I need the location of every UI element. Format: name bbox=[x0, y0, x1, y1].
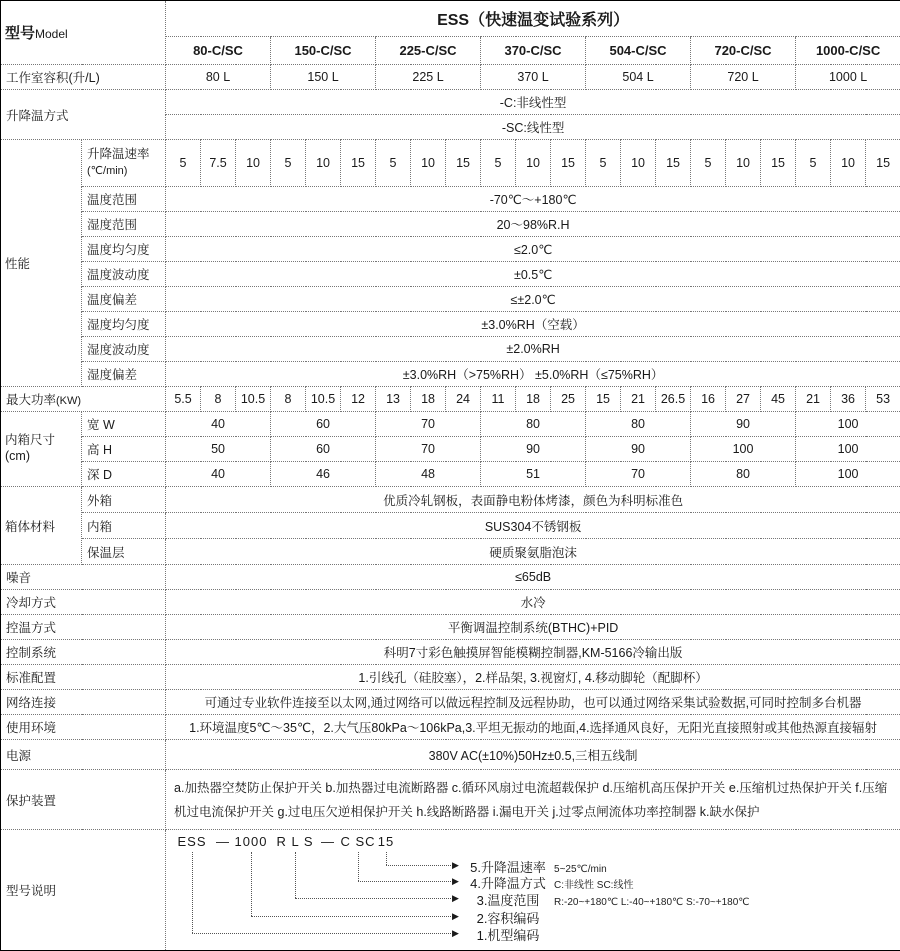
rate-value: 15 bbox=[446, 140, 481, 187]
volume-label: 工作室容积(升/L) bbox=[1, 65, 166, 90]
rate-value: 5 bbox=[271, 140, 306, 187]
rate-value: 5 bbox=[166, 140, 201, 187]
dimensions-group-label bbox=[1, 412, 82, 487]
volume-value: 720 L bbox=[691, 65, 796, 90]
model-name: 225-C/SC bbox=[376, 37, 481, 65]
connector-line bbox=[192, 852, 193, 933]
volume-value: 80 L bbox=[166, 65, 271, 90]
connector-line bbox=[358, 881, 451, 882]
rate-row bbox=[1, 140, 900, 187]
rate-value: 15 bbox=[551, 140, 586, 187]
row-label: 网络连接 bbox=[1, 690, 166, 715]
dim-label: 深 D bbox=[82, 462, 166, 487]
rate-value: 5 bbox=[376, 140, 411, 187]
perf-value: ±0.5℃ bbox=[166, 262, 900, 287]
perf-value: ±2.0%RH bbox=[166, 337, 900, 362]
simple-row bbox=[1, 640, 900, 665]
rate-value: 5 bbox=[586, 140, 621, 187]
perf-label: 温度均匀度 bbox=[82, 237, 166, 262]
perf-row bbox=[1, 262, 900, 287]
rate-value: 10 bbox=[306, 140, 341, 187]
code-dash: — bbox=[321, 834, 335, 849]
dim-value: 60 bbox=[271, 437, 376, 462]
dimensions-group-text: 内箱尺寸 bbox=[5, 433, 55, 447]
dim-value: 100 bbox=[796, 437, 900, 462]
power-value: 21 bbox=[621, 387, 656, 412]
protection-row bbox=[1, 770, 900, 830]
dim-value: 80 bbox=[586, 412, 691, 437]
volume-value: 225 L bbox=[376, 65, 481, 90]
perf-row bbox=[1, 362, 900, 387]
code-part-mode: C SC bbox=[340, 834, 375, 849]
legend-name: 2.容积编码 bbox=[462, 908, 554, 927]
simple-row bbox=[1, 690, 900, 715]
rate-value: 5 bbox=[691, 140, 726, 187]
model-name: 80-C/SC bbox=[166, 37, 271, 65]
row-label: 冷却方式 bbox=[1, 590, 166, 615]
connector-line bbox=[295, 852, 296, 898]
dim-value: 50 bbox=[166, 437, 271, 462]
rate-value: 15 bbox=[341, 140, 376, 187]
rate-value: 10 bbox=[831, 140, 866, 187]
rate-value: 7.5 bbox=[201, 140, 236, 187]
power-value: 26.5 bbox=[656, 387, 691, 412]
model-code-diagram-canvas bbox=[166, 830, 900, 950]
triangle-arrow-icon: ▶ bbox=[452, 877, 459, 886]
power-value: 11 bbox=[481, 387, 516, 412]
power-value: 27 bbox=[726, 387, 761, 412]
power-value: 15 bbox=[586, 387, 621, 412]
dim-row-d bbox=[1, 462, 900, 487]
model-name: 720-C/SC bbox=[691, 37, 796, 65]
perf-row bbox=[1, 312, 900, 337]
perf-value: ±3.0%RH（>75%RH） ±5.0%RH（≤75%RH） bbox=[166, 362, 900, 387]
perf-value: ±3.0%RH（空载） bbox=[166, 312, 900, 337]
model-code-diagram bbox=[166, 830, 900, 951]
dim-value: 70 bbox=[586, 462, 691, 487]
protection-label: 保护装置 bbox=[1, 770, 166, 830]
legend-name: 1.机型编码 bbox=[462, 925, 554, 944]
volume-value: 1000 L bbox=[796, 65, 900, 90]
temp-mode-sc: -SC:线性型 bbox=[166, 115, 900, 140]
rate-value: 10 bbox=[411, 140, 446, 187]
rate-value: 10 bbox=[236, 140, 271, 187]
power-value: 12 bbox=[341, 387, 376, 412]
dim-value: 40 bbox=[166, 462, 271, 487]
power-value: 13 bbox=[376, 387, 411, 412]
power-value: 18 bbox=[516, 387, 551, 412]
model-code-row bbox=[1, 830, 900, 951]
material-value: SUS304不锈钢板 bbox=[166, 513, 900, 539]
row-value: 380V AC(±10%)50Hz±0.5,三相五线制 bbox=[166, 740, 900, 770]
performance-group-label: 性能 bbox=[1, 140, 82, 387]
triangle-arrow-icon: ▶ bbox=[452, 894, 459, 903]
rate-value: 5 bbox=[796, 140, 831, 187]
dimensions-group-unit: (cm) bbox=[5, 449, 30, 463]
perf-label: 湿度波动度 bbox=[82, 337, 166, 362]
row-value: 水冷 bbox=[166, 590, 900, 615]
volume-value: 370 L bbox=[481, 65, 586, 90]
title-row bbox=[1, 1, 900, 37]
row-label: 使用环境 bbox=[1, 715, 166, 740]
simple-row bbox=[1, 715, 900, 740]
power-value: 8 bbox=[201, 387, 236, 412]
legend-detail: 5~25℃/min bbox=[554, 864, 607, 875]
connector-line bbox=[358, 852, 359, 881]
material-value: 硬质聚氨脂泡沫 bbox=[166, 539, 900, 565]
legend-detail: R:-20~+180℃ L:-40~+180℃ S:-70~+180℃ bbox=[554, 897, 750, 908]
perf-value: 20～98%R.H bbox=[166, 212, 900, 237]
perf-row bbox=[1, 187, 900, 212]
model-label-en: Model bbox=[35, 27, 68, 41]
rate-value: 15 bbox=[761, 140, 796, 187]
power-value: 8 bbox=[271, 387, 306, 412]
model-label-cn: 型号 bbox=[5, 25, 35, 42]
dim-value: 90 bbox=[586, 437, 691, 462]
perf-label: 湿度范围 bbox=[82, 212, 166, 237]
connector-line bbox=[251, 916, 451, 917]
dim-value: 80 bbox=[481, 412, 586, 437]
dim-value: 46 bbox=[271, 462, 376, 487]
power-value: 5.5 bbox=[166, 387, 201, 412]
power-value: 10.5 bbox=[236, 387, 271, 412]
dim-value: 70 bbox=[376, 437, 481, 462]
power-value: 36 bbox=[831, 387, 866, 412]
rate-unit: (℃/min) bbox=[87, 165, 127, 177]
perf-row bbox=[1, 237, 900, 262]
rate-value: 15 bbox=[866, 140, 900, 187]
power-unit: (KW) bbox=[56, 395, 81, 407]
rate-value: 10 bbox=[726, 140, 761, 187]
power-value: 45 bbox=[761, 387, 796, 412]
dim-row-w bbox=[1, 412, 900, 437]
power-value: 24 bbox=[446, 387, 481, 412]
legend-name: 3.温度范围 bbox=[462, 890, 554, 909]
legend-detail: C:非线性 SC:线性 bbox=[554, 880, 633, 891]
perf-row bbox=[1, 337, 900, 362]
simple-row bbox=[1, 590, 900, 615]
dim-value: 51 bbox=[481, 462, 586, 487]
materials-group-label: 箱体材料 bbox=[1, 487, 82, 565]
code-dash: — bbox=[216, 834, 230, 849]
perf-value: -70℃～+180℃ bbox=[166, 187, 900, 212]
dim-value: 100 bbox=[691, 437, 796, 462]
series-title: ESS（快速温变试验系列） bbox=[166, 1, 900, 37]
row-value: 平衡调温控制系统(BTHC)+PID bbox=[166, 615, 900, 640]
legend-name: 5.升降温速率 bbox=[462, 857, 554, 876]
power-row bbox=[1, 387, 900, 412]
rate-value: 10 bbox=[516, 140, 551, 187]
row-label: 标准配置 bbox=[1, 665, 166, 690]
rate-value: 5 bbox=[481, 140, 516, 187]
row-value: 1.引线孔（硅胶塞），2.样品架, 3.视窗灯, 4.移动脚轮（配脚杯） bbox=[166, 665, 900, 690]
model-name: 504-C/SC bbox=[586, 37, 691, 65]
material-label: 内箱 bbox=[82, 513, 166, 539]
dim-label: 高 H bbox=[82, 437, 166, 462]
volume-value: 504 L bbox=[586, 65, 691, 90]
perf-label: 湿度偏差 bbox=[82, 362, 166, 387]
dim-value: 80 bbox=[691, 462, 796, 487]
rate-label bbox=[82, 140, 166, 187]
code-part-range: R L S bbox=[277, 834, 314, 849]
perf-label: 湿度均匀度 bbox=[82, 312, 166, 337]
simple-row bbox=[1, 615, 900, 640]
perf-value: ≤±2.0℃ bbox=[166, 287, 900, 312]
dim-row-h bbox=[1, 437, 900, 462]
power-label bbox=[1, 387, 166, 412]
dim-value: 100 bbox=[796, 462, 900, 487]
dim-value: 60 bbox=[271, 412, 376, 437]
row-label: 控温方式 bbox=[1, 615, 166, 640]
row-value: 可通过专业软件连接至以太网,通过网络可以做远程控制及远程协助，也可以通过网络采集试验数据,可同时控制多台机器 bbox=[166, 690, 900, 715]
triangle-arrow-icon: ▶ bbox=[452, 912, 459, 921]
connector-line bbox=[251, 852, 252, 916]
row-label: 电源 bbox=[1, 740, 166, 770]
row-label: 噪音 bbox=[1, 565, 166, 590]
model-code-label: 型号说明 bbox=[1, 830, 166, 951]
power-value: 25 bbox=[551, 387, 586, 412]
temp-mode-row-c bbox=[1, 90, 900, 115]
legend-name: 4.升降温方式 bbox=[462, 873, 554, 892]
volume-value: 150 L bbox=[271, 65, 376, 90]
perf-label: 温度波动度 bbox=[82, 262, 166, 287]
perf-label: 温度偏差 bbox=[82, 287, 166, 312]
volume-row bbox=[1, 65, 900, 90]
perf-label: 温度范围 bbox=[82, 187, 166, 212]
perf-value: ≤2.0℃ bbox=[166, 237, 900, 262]
rate-value: 15 bbox=[656, 140, 691, 187]
connector-line bbox=[192, 933, 451, 934]
legend-item bbox=[462, 925, 554, 944]
material-label: 保温层 bbox=[82, 539, 166, 565]
temp-mode-label: 升降温方式 bbox=[1, 90, 166, 140]
dim-value: 100 bbox=[796, 412, 900, 437]
model-name: 370-C/SC bbox=[481, 37, 586, 65]
row-value: 1.环境温度5℃～35℃，2.大气压80kPa～106kPa,3.平坦无振动的地面,4.选择通风良好，无阳光直接照射或其他热源直接辐射 bbox=[166, 715, 900, 740]
material-label: 外箱 bbox=[82, 487, 166, 513]
model-label-cell bbox=[1, 1, 166, 65]
row-value: ≤65dB bbox=[166, 565, 900, 590]
power-value: 10.5 bbox=[306, 387, 341, 412]
rate-value: 10 bbox=[621, 140, 656, 187]
simple-row bbox=[1, 740, 900, 770]
triangle-arrow-icon: ▶ bbox=[452, 929, 459, 938]
code-part-series: ESS bbox=[178, 834, 207, 849]
model-name: 1000-C/SC bbox=[796, 37, 900, 65]
material-value: 优质冷轧钢板，表面静电粉体烤漆，颜色为科明标准色 bbox=[166, 487, 900, 513]
triangle-arrow-icon: ▶ bbox=[452, 861, 459, 870]
dim-value: 90 bbox=[691, 412, 796, 437]
dim-value: 90 bbox=[481, 437, 586, 462]
protection-value: a.加热器空焚防止保护开关 b.加热器过电流断路器 c.循环风扇过电流超载保护 d.压缩机高压保护开关 e.压缩机过热保护开关 f.压缩机过电流保护开关 g.过电压欠逆相保护开关 h.线路断路器 i.漏电开关 j.过零点闸流体功率控制器 k.缺水保护 bbox=[166, 770, 900, 830]
simple-row bbox=[1, 565, 900, 590]
model-name: 150-C/SC bbox=[271, 37, 376, 65]
row-value: 科明7寸彩色触摸屏智能模糊控制器,KM-5166冷输出版 bbox=[166, 640, 900, 665]
connector-line bbox=[386, 865, 451, 866]
perf-row bbox=[1, 212, 900, 237]
temp-mode-c: -C:非线性型 bbox=[166, 90, 900, 115]
code-part-volume: 1000 bbox=[235, 834, 268, 849]
connector-line bbox=[295, 898, 451, 899]
power-value: 18 bbox=[411, 387, 446, 412]
perf-row bbox=[1, 287, 900, 312]
rate-label-text: 升降温速率 bbox=[87, 147, 150, 161]
material-row bbox=[1, 513, 900, 539]
power-value: 21 bbox=[796, 387, 831, 412]
dim-value: 48 bbox=[376, 462, 481, 487]
simple-row bbox=[1, 665, 900, 690]
dim-label: 宽 W bbox=[82, 412, 166, 437]
connector-line bbox=[386, 852, 387, 865]
power-value: 53 bbox=[866, 387, 900, 412]
power-label-text: 最大功率 bbox=[6, 393, 56, 407]
legend-item bbox=[462, 890, 750, 909]
dim-value: 40 bbox=[166, 412, 271, 437]
power-value: 16 bbox=[691, 387, 726, 412]
code-part-rate: 15 bbox=[378, 834, 394, 849]
material-row bbox=[1, 487, 900, 513]
row-label: 控制系统 bbox=[1, 640, 166, 665]
dim-value: 70 bbox=[376, 412, 481, 437]
material-row bbox=[1, 539, 900, 565]
